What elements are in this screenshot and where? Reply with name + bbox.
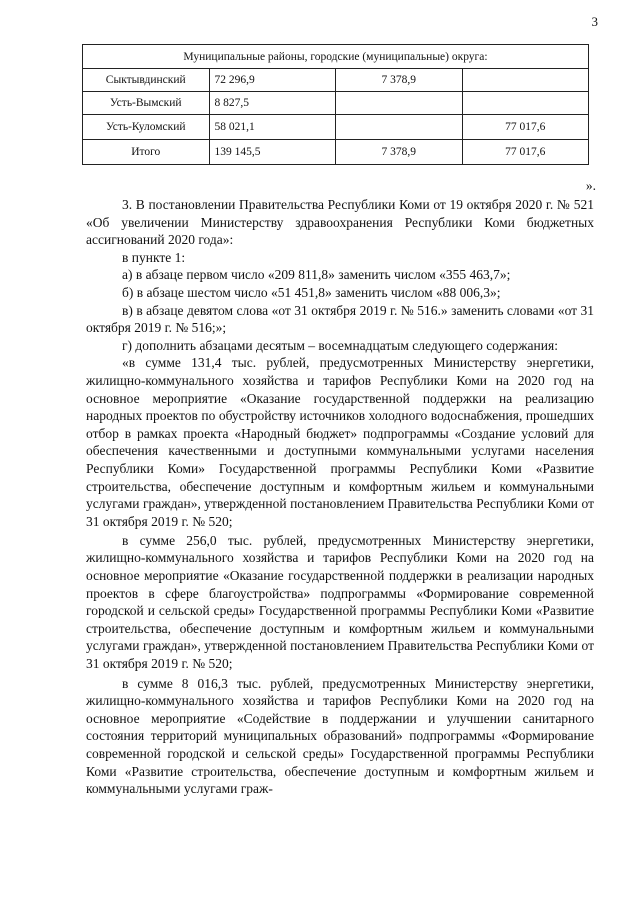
paragraph: в) в абзаце девятом слова «от 31 октября 2019 г. № 516.» заменить словами «от 31 октября 2019 г. № 516;»; [86,302,594,336]
amount-cell: 58 021,1 [209,115,336,140]
table-row [83,115,589,140]
paragraph: а) в абзаце первом число «209 811,8» заменить числом «355 463,7»; [122,267,511,283]
amount-cell: 7 378,9 [336,140,463,165]
amount-cell: 8 827,5 [209,92,336,115]
amount-cell: 7 378,9 [336,69,463,92]
table-header-cell: Муниципальные районы, городские (муниципальные) округа: [83,45,589,69]
table-row [83,69,589,92]
district-name: Сыктывдинский [83,69,210,92]
amount-cell [336,115,463,140]
table-total-row [83,140,589,165]
paragraph: 3. В постановлении Правительства Республики Коми от 19 октября 2020 г. № 521 «Об увеличении Министерству здравоохранения Республики Коми бюджетных ассигнований 2020 года»: [86,197,594,248]
amount-cell: 72 296,9 [209,69,336,92]
closing-quote: ». [585,178,596,193]
paragraph: в сумме 8 016,3 тыс. рублей, предусмотренных Министерству энергетики, жилищно-коммунального хозяйства и тарифов Республики Коми на 2020 год на основное мероприятие «Содействие в поддержании и улучшении санитарного состояния территорий муниципальных образований» подпрограммы «Формирование современной городской и сельской среды» Государственной программы Республики Коми «Развитие строительства, обеспечение доступным и комфортным жильем и коммунальными услугами граж- [86,675,594,797]
amount-cell: 77 017,6 [462,115,589,140]
budget-table [82,44,589,165]
amount-cell: 139 145,5 [209,140,336,165]
paragraph: в пункте 1: [122,249,186,265]
amount-cell [462,69,589,92]
district-name: Усть-Куломский [83,115,210,140]
table-row [83,92,589,115]
total-label: Итого [83,140,210,165]
document-body [86,196,594,798]
paragraph: в сумме 256,0 тыс. рублей, предусмотренных Министерству энергетики, жилищно-коммунального хозяйства и тарифов Республики Коми на 2020 год на основное мероприятие «Оказание государственной поддержки в реализации народных проектов в сфере благоустройства» подпрограммы «Формирование современной городской и сельской среды» Государственной программы Республики Коми «Развитие строительства, обеспечение доступным и комфортным жильем и коммунальными услугами граждан», утвержденной постановлением Правительства Республики Коми от 31 октября 2019 г. № 520; [86,532,594,671]
paragraph: б) в абзаце шестом число «51 451,8» заменить числом «88 006,3»; [122,284,501,300]
table-header-row [83,45,589,69]
paragraph: «в сумме 131,4 тыс. рублей, предусмотренных Министерству энергетики, жилищно-коммунального хозяйства и тарифов Республики Коми на 2020 год на основное мероприятие «Оказание государственной поддержки на реализацию народных проектов по обустройству источников холодного водоснабжения, прошедших отбор в рамках проекта «Народный бюджет» подпрограммы «Создание условий для обеспечения качественными и доступными коммунальными услугами населения Республики Коми» Государственной программы Республики Коми «Развитие строительства, обеспечение доступным и комфортным жильем и коммунальными услугами граждан», утвержденной постановлением Правительства Республики Коми от 31 октября 2019 г. № 520; [86,355,594,529]
amount-cell [336,92,463,115]
page-number: 3 [591,14,598,29]
amount-cell [462,92,589,115]
amount-cell: 77 017,6 [462,140,589,165]
paragraph: г) дополнить абзацами десятым – восемнадцатым следующего содержания: [122,337,558,353]
district-name: Усть-Вымский [83,92,210,115]
